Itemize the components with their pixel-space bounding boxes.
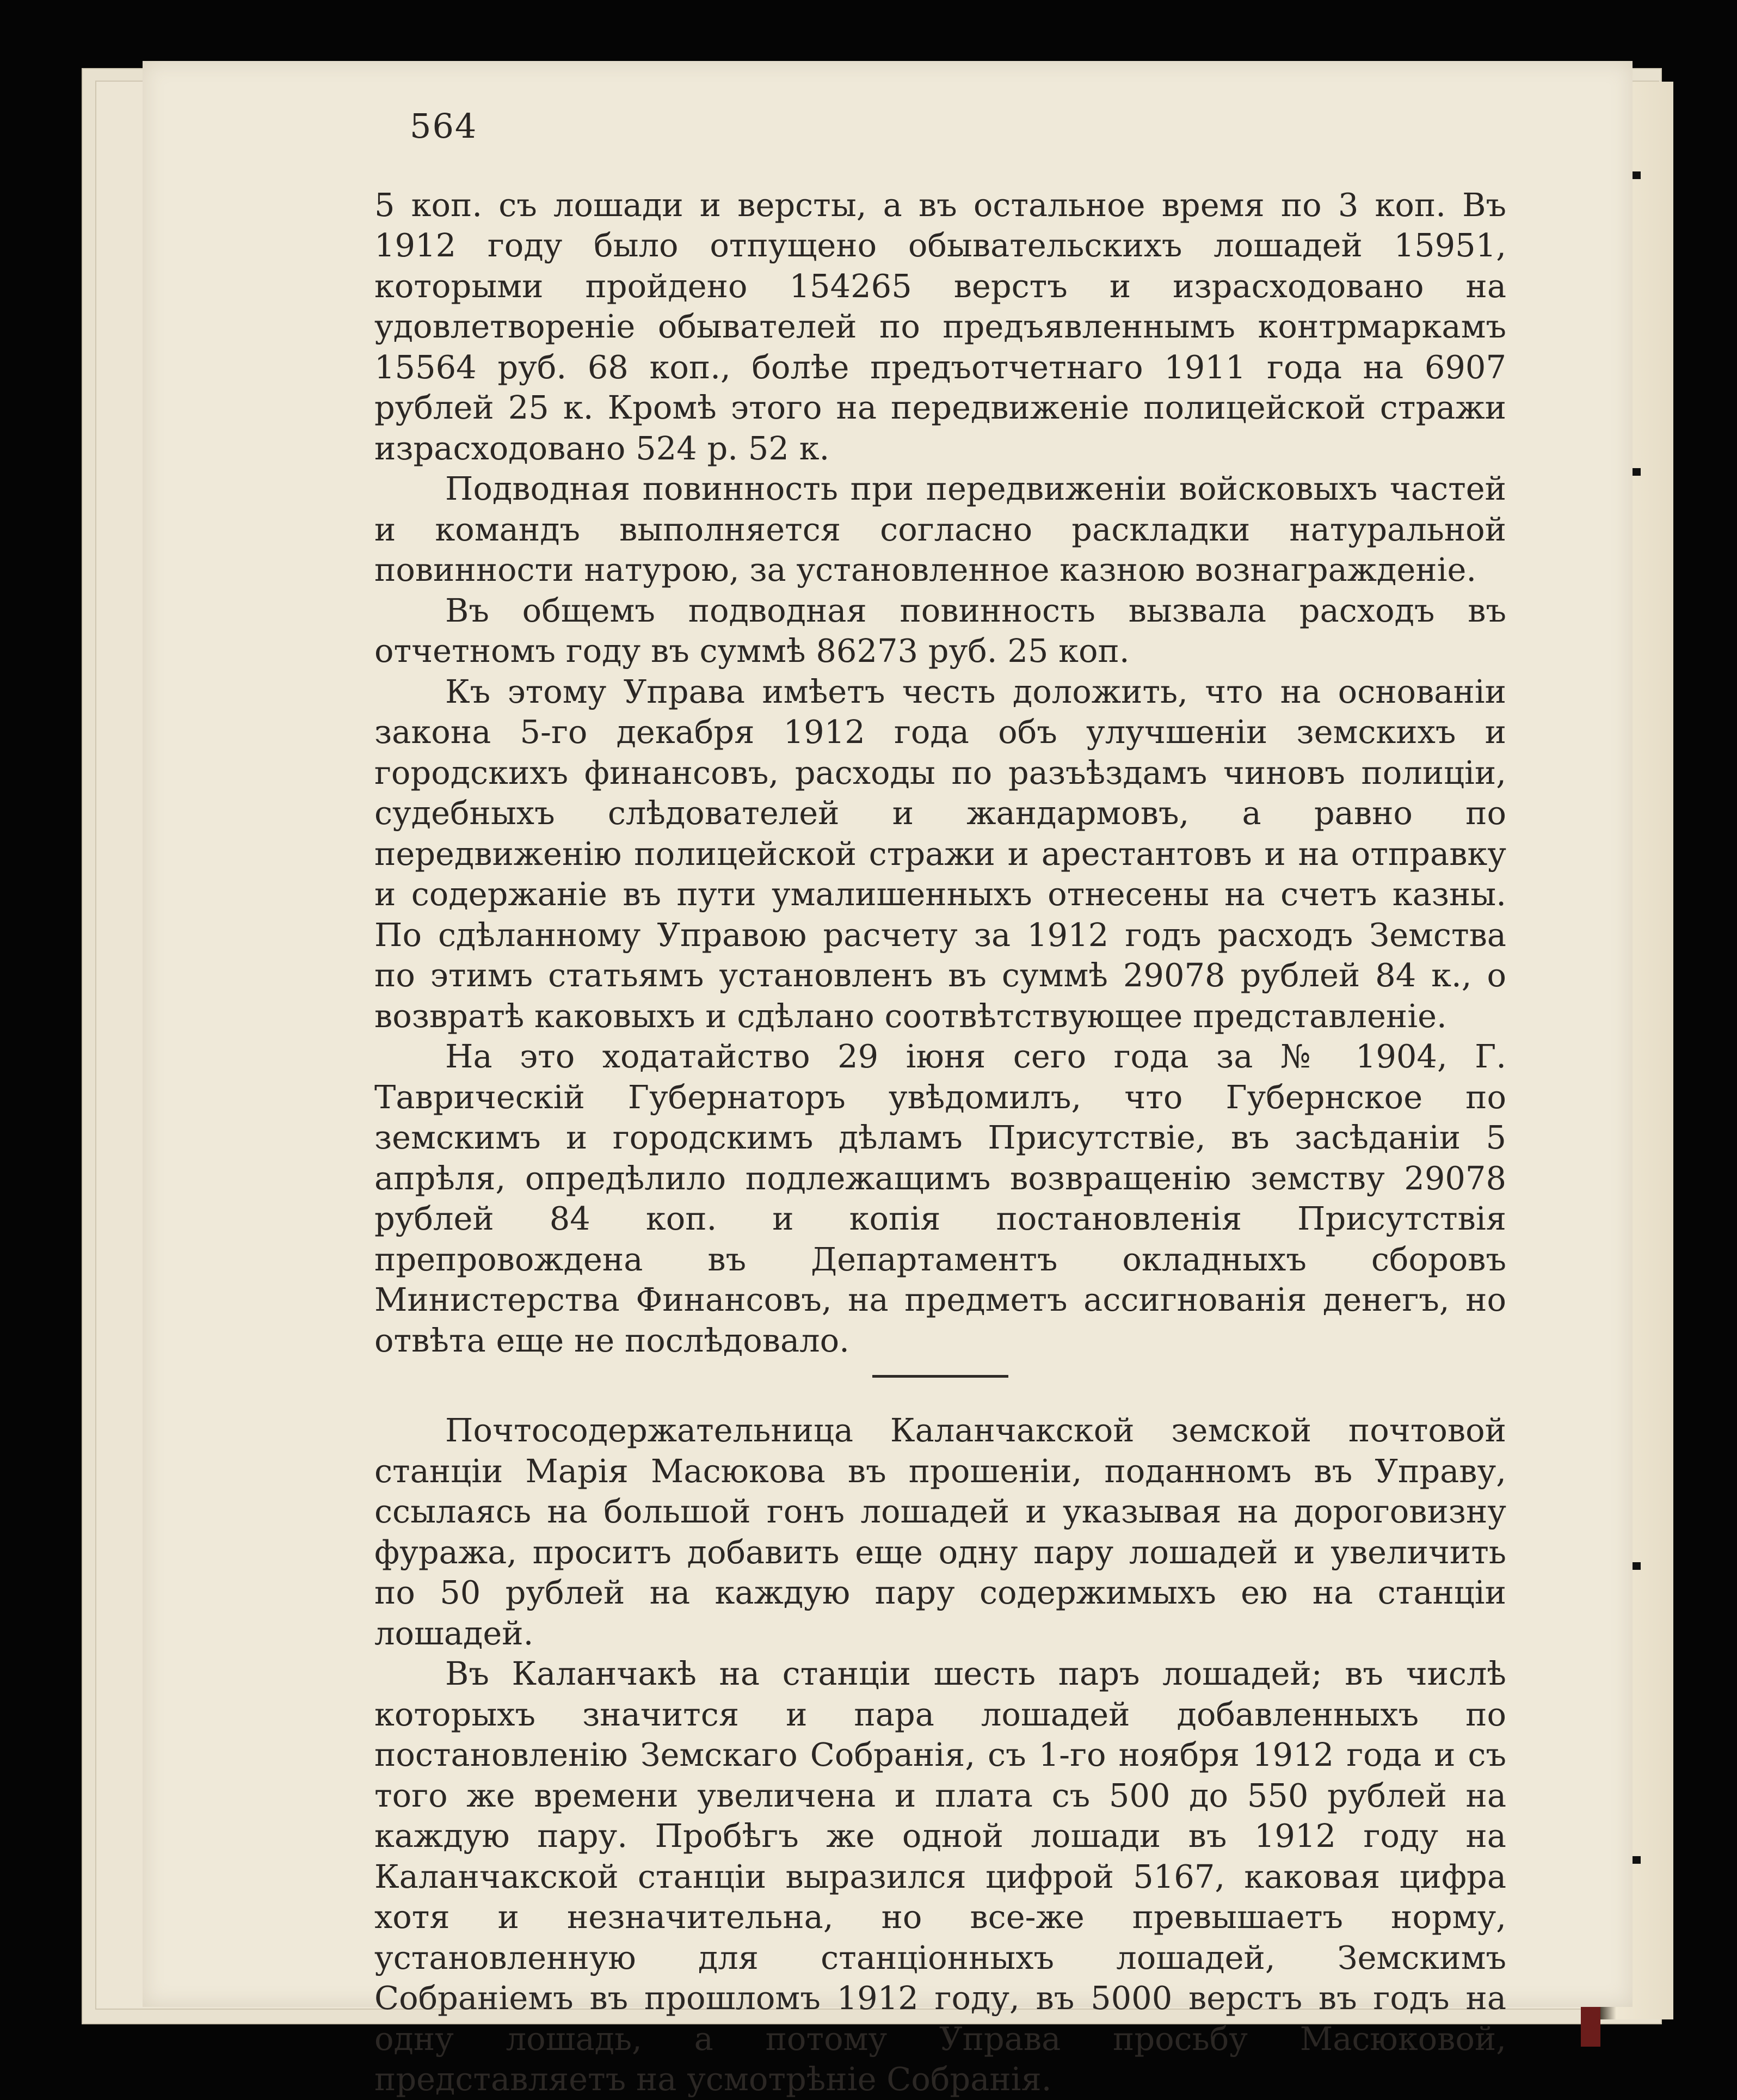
paragraph-6: Почтосодержательница Каланчакской земской почтовой станціи Марія Масюкова въ прошеніи, поданномъ въ Управу, ссылаясь на большой гонъ лошадей и указывая на дороговизну фуража, проситъ добавить еще одну пару лошадей и увеличить по 50 рублей на каждую пару содержимыхъ ею на станціи лошадей.: [374, 1411, 1506, 1652]
paragraph-5: На это ходатайство 29 іюня сего года за № 1904, Г. Таврическій Губернаторъ увѣдомилъ, что Губернское по земскимъ и городскимъ дѣламъ Присутствіе, въ засѣданіи 5 апрѣля, опредѣлило подлежащимъ возвращенію земству 29078 рублей 84 коп. и копія постановленія Присутствія препровождена въ Департаментъ окладныхъ сборовъ Министерства Финансовъ, на предметъ ассигнованія денегъ, но отвѣта еще не послѣдовало.: [374, 1037, 1506, 1359]
paragraph-3: Въ общемъ подводная повинность вызвала расходъ въ отчетномъ году въ суммѣ 86273 руб. 25 коп.: [374, 591, 1506, 670]
paragraph-1: 5 коп. съ лошади и версты, а въ остальное время по 3 коп. Въ 1912 году было отпущено обывательскихъ лошадей 15951, которыми пройдено 154265 верстъ и израсходовано на удовлетвореніе обывателей по предъявленнымъ контрмаркамъ 15564 руб. 68 коп., болѣе предъотчетнаго 1911 года на 6907 рублей 25 к. Кромѣ этого на передвиженіе полицейской стражи израсходовано 524 р. 52 к.: [374, 186, 1506, 467]
paragraph-2: Подводная повинность при передвиженіи войсковыхъ частей и командъ выполняется согласно раскладки натуральной повинности натурою, за установленное казною вознагражденіе.: [374, 470, 1506, 588]
section-divider: [872, 1375, 1008, 1378]
paragraph-4: Къ этому Управа имѣетъ честь доложить, что на основаніи закона 5-го декабря 1912 года объ улучшеніи земскихъ и городскихъ финансовъ, расходы по разъѣздамъ чиновъ полиціи, судебныхъ слѣдователей и жандармовъ, а равно по передвиженію полицейской стражи и арестантовъ и на отправку и содержаніе въ пути умалишенныхъ отнесены на счетъ казны. По сдѣланному Управою расчету за 1912 годъ расходъ Земства по этимъ статьямъ установленъ въ суммѣ 29078 рублей 84 к., о возвратѣ каковыхъ и сдѣлано соотвѣтствующее представленіе.: [374, 672, 1506, 1035]
page-number: 564: [410, 106, 478, 146]
page-content: [374, 106, 1506, 2100]
paragraph-7: Въ Каланчакѣ на станціи шесть паръ лошадей; въ числѣ которыхъ значится и пара лошадей добавленныхъ по постановленію Земскаго Собранія, съ 1-го ноября 1912 года и съ того же времени увеличена и плата съ 500 до 550 рублей на каждую пару. Пробѣгъ же одной лошади въ 1912 году на Каланчакской станціи выразился цифрой 5167, каковая цифра хотя и незначительна, но все-же превышаетъ норму, установленную для станціонныхъ лошадей, Земскимъ Собраніемъ въ прошломъ 1912 году, въ 5000 верстъ въ годъ на одну лошадь, а потому Управа просьбу Масюковой, представляетъ на усмотрѣніе Собранія.: [374, 1655, 1506, 2098]
